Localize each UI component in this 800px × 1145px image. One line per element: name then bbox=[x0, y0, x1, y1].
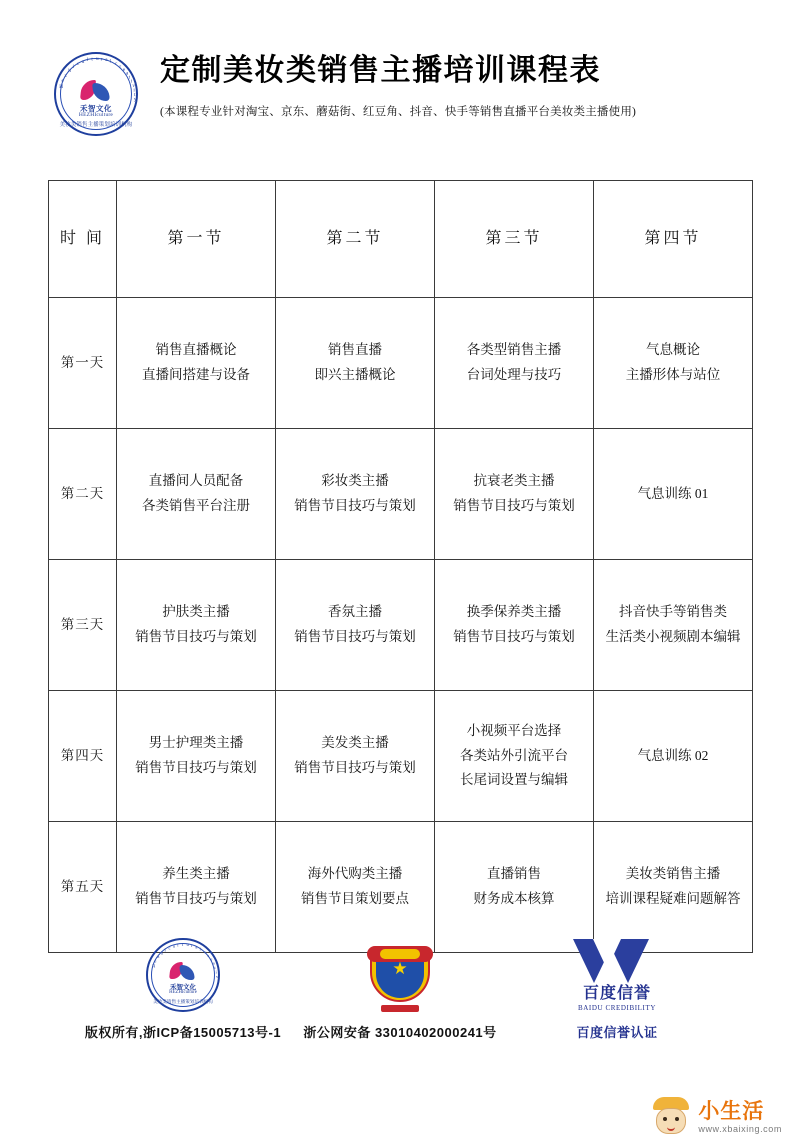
badge-seal-name-cn: 禾智文化 bbox=[170, 984, 196, 991]
baidu-credibility-icon[interactable] bbox=[557, 939, 677, 1012]
column-header-time: 时 间 bbox=[49, 181, 117, 298]
seal-arc-text: H e z h i c u l t u r a l c r e a t i v i t y bbox=[59, 56, 137, 103]
table-cell: 销售直播概论 直播间搭建与设备 bbox=[117, 298, 276, 429]
day-label: 第四天 bbox=[49, 691, 117, 822]
company-seal-icon bbox=[54, 52, 138, 136]
site-watermark bbox=[650, 1097, 782, 1137]
badge-icp bbox=[78, 938, 288, 1041]
table-cell: 香氛主播 销售节目技巧与策划 bbox=[276, 560, 435, 691]
schedule-table bbox=[48, 180, 753, 953]
company-seal-small-icon bbox=[146, 938, 220, 1012]
table-cell: 气息训练 02 bbox=[594, 691, 753, 822]
table-cell: 养生类主播 销售节目技巧与策划 bbox=[117, 822, 276, 953]
title-block bbox=[144, 48, 760, 119]
table-cell: 直播销售 财务成本核算 bbox=[435, 822, 594, 953]
day-label: 第三天 bbox=[49, 560, 117, 691]
seal-name-cn: 禾智文化 bbox=[80, 104, 112, 113]
column-header-period-3: 第三节 bbox=[435, 181, 594, 298]
badge-seal-bottom-cn: 美妆类销售主播策划培训机构 bbox=[153, 999, 213, 1004]
table-header-row bbox=[49, 181, 753, 298]
seal-name-en: HEZHIculture bbox=[78, 112, 114, 118]
copyright-icp-text: 版权所有,浙ICP备15005713号-1 bbox=[84, 1025, 282, 1040]
seal-mark-icon bbox=[79, 80, 113, 102]
watermark-mascot-icon bbox=[650, 1097, 692, 1137]
police-record-text: 浙公网安备 33010402000241号 bbox=[303, 1025, 497, 1040]
table-cell: 海外代购类主播 销售节目策划要点 bbox=[276, 822, 435, 953]
badge-police-record bbox=[295, 940, 505, 1041]
police-emblem-icon: ★ bbox=[367, 940, 433, 1012]
table-cell: 气息训练 01 bbox=[594, 429, 753, 560]
table-cell: 小视频平台选择 各类站外引流平台 长尾词设置与编辑 bbox=[435, 691, 594, 822]
table-row bbox=[49, 560, 753, 691]
table-cell: 护肤类主播 销售节目技巧与策划 bbox=[117, 560, 276, 691]
seal-arc-text-small: H e z h i c u l t u r a l c r e a t i v bbox=[151, 942, 219, 979]
table-cell: 美发类主播 销售节目技巧与策划 bbox=[276, 691, 435, 822]
watermark-text bbox=[698, 1101, 782, 1134]
table-row bbox=[49, 298, 753, 429]
document-header bbox=[0, 0, 800, 136]
baidu-name-en: BAIDU CREDIBILITY bbox=[577, 1004, 657, 1012]
seal-bottom-cn: 美妆类销售主播策划培训机构 bbox=[59, 122, 133, 128]
table-cell: 美妆类销售主播 培训课程疑难问题解答 bbox=[594, 822, 753, 953]
column-header-period-4: 第四节 bbox=[594, 181, 753, 298]
table-cell: 换季保养类主播 销售节目技巧与策划 bbox=[435, 560, 594, 691]
day-label: 第一天 bbox=[49, 298, 117, 429]
baidu-credibility-caption: 百度信誉认证 bbox=[576, 1025, 658, 1040]
day-label: 第二天 bbox=[49, 429, 117, 560]
table-cell: 抗衰老类主播 销售节目技巧与策划 bbox=[435, 429, 594, 560]
company-logo bbox=[48, 48, 144, 136]
table-cell: 直播间人员配备 各类销售平台注册 bbox=[117, 429, 276, 560]
page-title: 定制美妆类销售主播培训课程表 bbox=[160, 54, 601, 87]
table-cell: 彩妆类主播 销售节目技巧与策划 bbox=[276, 429, 435, 560]
column-header-period-2: 第二节 bbox=[276, 181, 435, 298]
column-header-period-1: 第一节 bbox=[117, 181, 276, 298]
watermark-site-url: www.xbaixing.com bbox=[698, 1123, 782, 1134]
day-label: 第五天 bbox=[49, 822, 117, 953]
table-cell: 销售直播 即兴主播概论 bbox=[276, 298, 435, 429]
table-row bbox=[49, 822, 753, 953]
watermark-site-name: 小生活 bbox=[698, 1099, 765, 1123]
seal-mark-icon bbox=[168, 962, 198, 981]
table-cell: 男士护理类主播 销售节目技巧与策划 bbox=[117, 691, 276, 822]
baidu-name-cn: 百度信誉 bbox=[582, 985, 651, 1003]
table-row bbox=[49, 691, 753, 822]
table-row bbox=[49, 429, 753, 560]
badge-seal-name-en: HEZHIculture bbox=[169, 990, 197, 995]
table-cell: 抖音快手等销售类 生活类小视频剧本编辑 bbox=[594, 560, 753, 691]
badge-baidu-credibility[interactable] bbox=[512, 939, 722, 1041]
table-cell: 各类型销售主播 台词处理与技巧 bbox=[435, 298, 594, 429]
document-footer bbox=[0, 938, 800, 1041]
table-cell: 气息概论 主播形体与站位 bbox=[594, 298, 753, 429]
footer-badges bbox=[48, 938, 752, 1041]
page-subtitle: (本课程专业针对淘宝、京东、蘑菇街、红豆角、抖音、快手等销售直播平台美妆类主播使用) bbox=[160, 105, 637, 118]
schedule-table-wrap bbox=[48, 180, 752, 953]
